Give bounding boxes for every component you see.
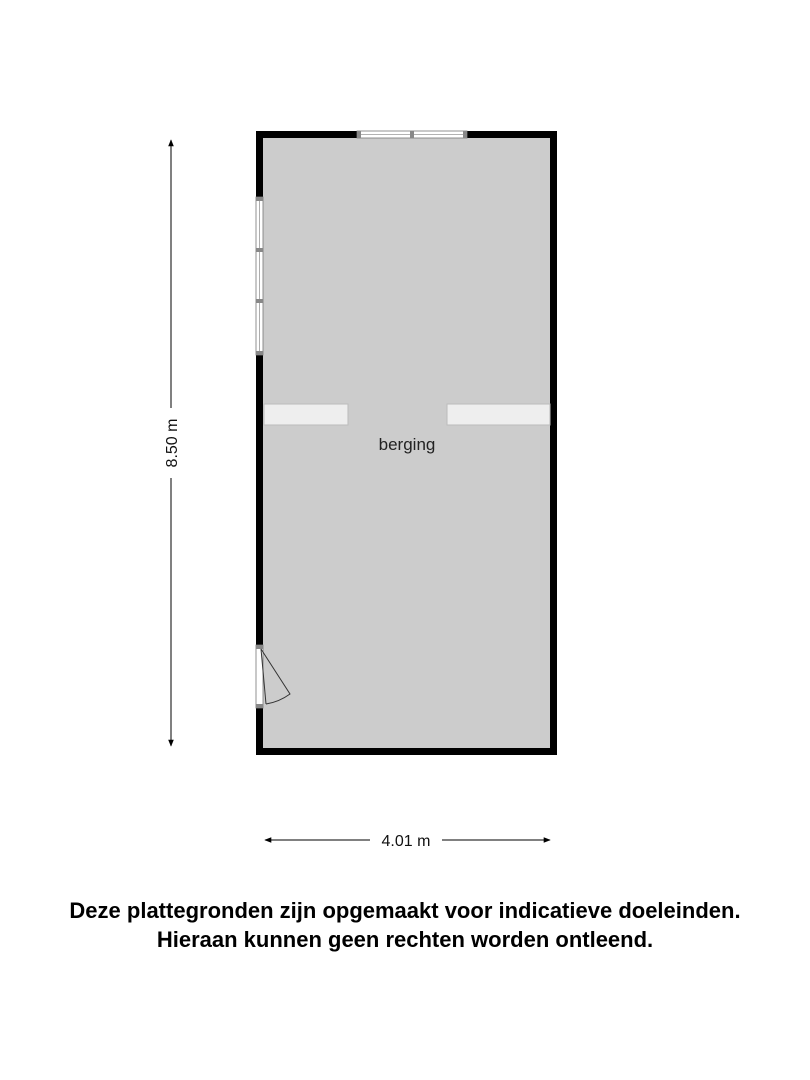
- room-label: berging: [378, 435, 436, 454]
- width-dimension: [265, 833, 550, 850]
- height-dimension: [164, 140, 181, 746]
- left-window: [256, 197, 263, 355]
- disclaimer-line-1: Deze plattegronden zijn opgemaakt voor indicatieve doeleinden.: [69, 898, 741, 923]
- width-dimension-label: 4.01 m: [381, 833, 431, 850]
- beam-right: [447, 404, 550, 425]
- disclaimer-line-2: Hieraan kunnen geen rechten worden ontleend.: [156, 927, 654, 952]
- top-window: [357, 131, 467, 138]
- height-dimension-label: 8.50 m: [164, 418, 181, 468]
- beam-left: [264, 404, 348, 425]
